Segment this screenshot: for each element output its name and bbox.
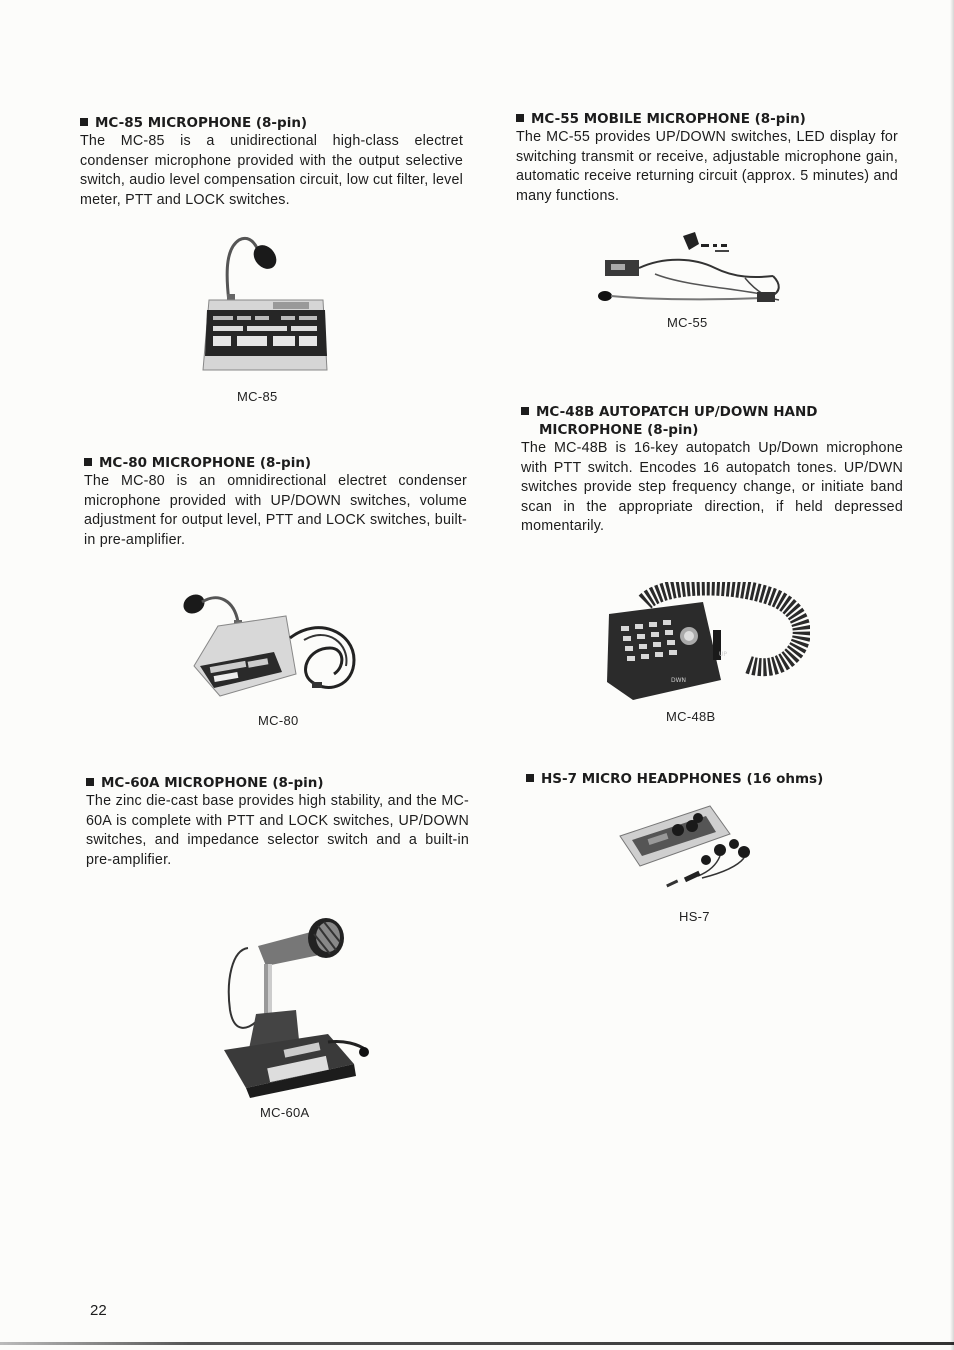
- section-body: The zinc die-cast base provides high stability, and the MC-60A is complete with PTT and LOCK switches, UP/DOWN switches, and impedance selector switch and a built-in pre-amplifier.: [86, 793, 469, 868]
- section-heading: MC-60A MICROPHONE (8-pin): [86, 774, 469, 792]
- figure-caption-mc85: MC-85: [237, 389, 278, 404]
- section-mc85: [80, 114, 463, 210]
- section-heading: MC-85 MICROPHONE (8-pin): [80, 114, 463, 132]
- up-switch-label: UP: [719, 651, 728, 658]
- bullet-icon: [526, 774, 534, 782]
- section-heading: MC-55 MOBILE MICROPHONE (8-pin): [516, 110, 898, 128]
- section-heading: MC-48B AUTOPATCH UP/DOWN HAND MICROPHONE (8-pin): [521, 403, 903, 439]
- bullet-icon: [521, 407, 529, 415]
- mc60a-microphone-photo: [218, 910, 378, 1100]
- bullet-icon: [86, 778, 94, 786]
- bullet-icon: [516, 114, 524, 122]
- bullet-icon: [84, 458, 92, 466]
- page-edge-shadow: [950, 0, 954, 1350]
- section-heading: MC-80 MICROPHONE (8-pin): [84, 454, 467, 472]
- mc48b-microphone-photo: [585, 582, 810, 707]
- mc80-microphone-photo: [178, 582, 363, 702]
- hs7-headphones-photo: [618, 800, 758, 895]
- section-mc60a: [86, 774, 469, 870]
- section-mc80: [84, 454, 467, 550]
- figure-caption-hs7: HS-7: [679, 909, 710, 924]
- section-mc55: [516, 110, 898, 206]
- section-body: The MC-48B is 16-key autopatch Up/Down microphone with PTT switch. Encodes 16 autopatch tones. UP/DWN switches provide step frequency change, or initiate band scan in the appropriate direction, if held depressed momentarily.: [521, 440, 903, 535]
- section-body: The MC-55 provides UP/DOWN switches, LED display for switching transmit or receive, adjustable microphone gain, automatic receive returning circuit (approx. 5 minutes) and many functions.: [516, 129, 898, 204]
- figure-caption-mc80: MC-80: [258, 713, 299, 728]
- dwn-switch-label: DWN: [671, 677, 687, 684]
- section-body: The MC-85 is a unidirectional high-class electret condenser microphone provided with the output selective switch, audio level compensation circuit, low cut filter, level meter, PTT and LOCK switches.: [80, 133, 463, 208]
- figure-caption-mc60a: MC-60A: [260, 1105, 310, 1120]
- bullet-icon: [80, 118, 88, 126]
- mc85-microphone-photo: [195, 228, 335, 376]
- section-heading: HS-7 MICRO HEADPHONES (16 ohms): [526, 770, 906, 788]
- mc55-microphone-photo: [595, 228, 790, 313]
- bottom-rule: [0, 1342, 954, 1345]
- section-body: The MC-80 is an omnidirectional electret condenser microphone provided with UP/DOWN switches, volume adjustment for output level, PTT and LOCK switches, built-in pre-amplifier.: [84, 473, 467, 548]
- section-mc48b: [521, 403, 903, 537]
- section-hs7: [526, 770, 906, 788]
- figure-caption-mc55: MC-55: [667, 315, 708, 330]
- figure-caption-mc48b: MC-48B: [666, 709, 716, 724]
- page-number: 22: [90, 1302, 107, 1319]
